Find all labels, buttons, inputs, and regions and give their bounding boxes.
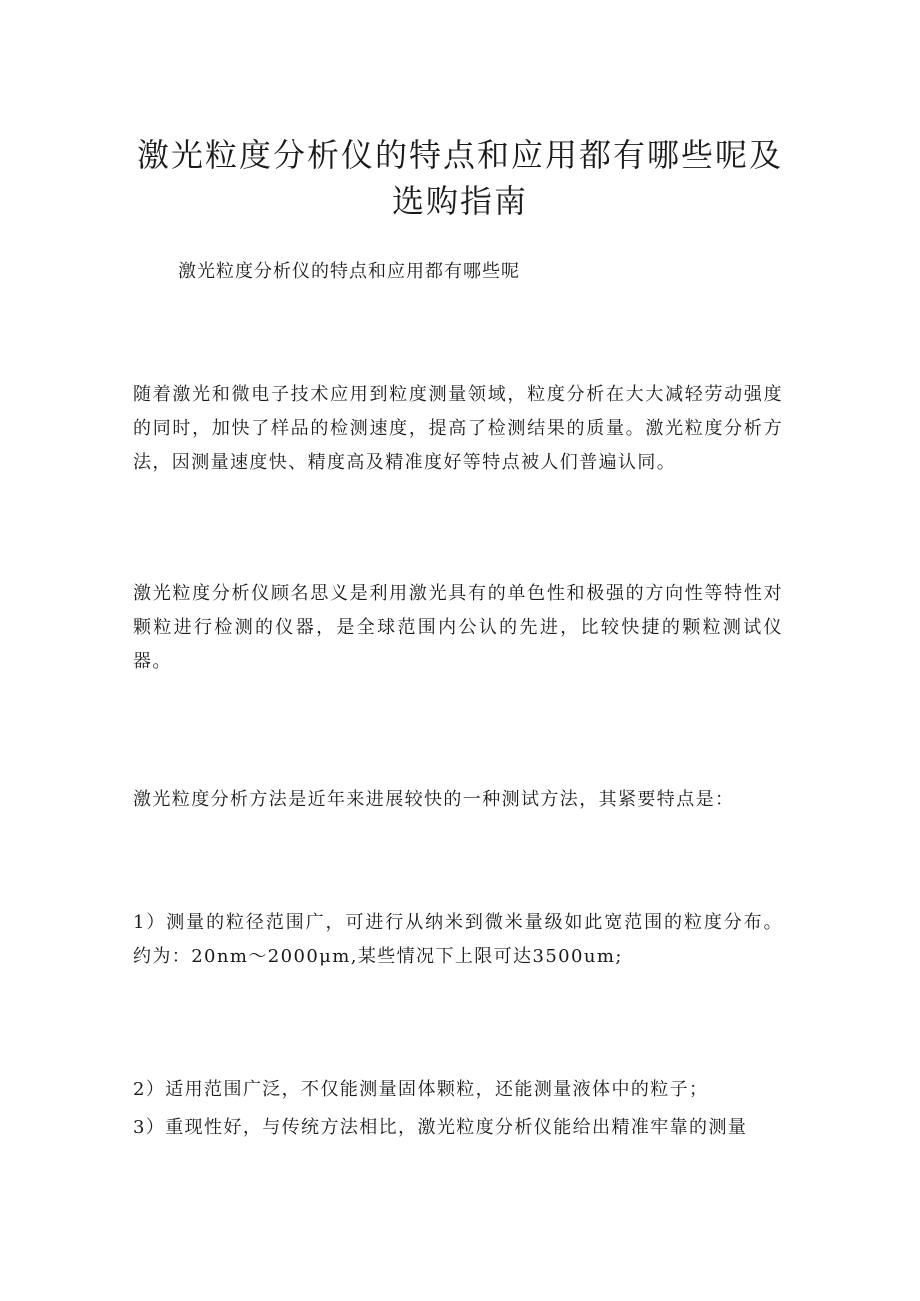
page-title: 激光粒度分析仪的特点和应用都有哪些呢及选购指南 [136,136,783,220]
paragraph-definition: 激光粒度分析仪顾名思义是利用激光具有的单色性和极强的方向性等特性对颗粒进行检测的仪器，是全球范围内公认的先进，比较快捷的颗粒测试仪器。 [133,583,783,672]
paragraph-feature-3: 3）重现性好，与传统方法相比，激光粒度分析仪能给出精准牢靠的测量 [133,1117,748,1138]
paragraph-feature-1: 1）测量的粒径范围广，可进行从纳米到微米量级如此宽范围的粒度分布。约为：20nm～2000μm,某些情况下上限可达3500um; [133,912,783,967]
section-subtitle: 激光粒度分析仪的特点和应用都有哪些呢 [178,261,520,282]
paragraph-features-intro: 激光粒度分析方法是近年来进展较快的一种测试方法，其紧要特点是： [133,789,735,810]
paragraph-feature-2: 2）适用范围广泛，不仅能测量固体颗粒，还能测量液体中的粒子； [133,1079,709,1100]
paragraph-intro: 随着激光和微电子技术应用到粒度测量领域，粒度分析在大大减轻劳动强度的同时，加快了样品的检测速度，提高了检测结果的质量。激光粒度分析方法，因测量速度快、精度高及精准度好等特点被人们普遍认同。 [133,384,783,473]
